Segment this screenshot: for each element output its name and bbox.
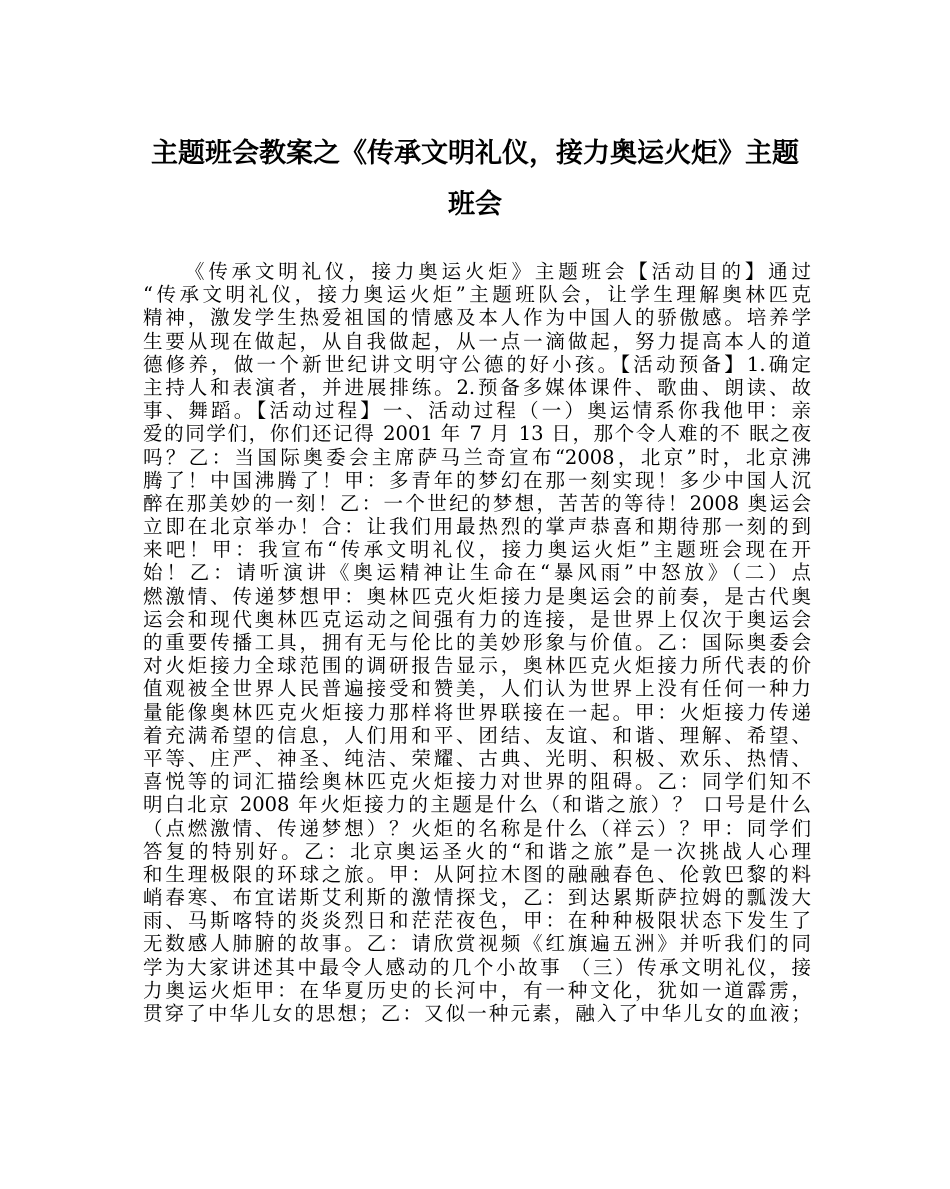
paragraph-line: 无数感人肺腑的故事。乙：请欣赏视频《红旗遍五洲》并听我们的同 bbox=[143, 932, 811, 956]
paragraph-line: 着充满希望的信息，人们用和平、团结、友谊、和谐、理解、希望、 bbox=[143, 723, 811, 747]
paragraph-line: 雨、马斯喀特的炎炎烈日和茫茫夜色，甲：在种种极限状态下发生了 bbox=[143, 909, 811, 933]
paragraph-line: 对火炬接力全球范围的调研报告显示，奥林匹克火炬接力所代表的价 bbox=[143, 654, 811, 678]
paragraph-line: 来吧！甲：我宣布“传承文明礼仪，接力奥运火炬”主题班会现在开 bbox=[143, 538, 811, 562]
paragraph-line: 爱的同学们，你们还记得 2001 年 7 月 13 日，那个令人难的不 眠之夜 bbox=[143, 422, 811, 446]
paragraph-line: 《传承文明礼仪，接力奥运火炬》主题班会【活动目的】通过 bbox=[185, 260, 811, 283]
paragraph-line: 值观被全世界人民普遍接受和赞美，人们认为世界上没有任何一种力 bbox=[143, 677, 811, 701]
paragraph-line: 立即在北京举办！合：让我们用最热烈的掌声恭喜和期待那一刻的到 bbox=[143, 515, 811, 539]
paragraph-line: 力奥运火炬甲：在华夏历史的长河中，有一种文化，犹如一道霹雳， bbox=[143, 978, 811, 1002]
paragraph-line: （点燃激情、传递梦想）？火炬的名称是什么（祥云）？甲：同学们 bbox=[143, 816, 811, 840]
paragraph-line: 量能像奥林匹克火炬接力那样将世界联接在一起。甲：火炬接力传递 bbox=[143, 700, 811, 724]
paragraph-line: 燃激情、传递梦想甲：奥林匹克火炬接力是奥运会的前奏，是古代奥 bbox=[143, 584, 811, 608]
title-line: 主题班会教案之《传承文明礼仪，接力奥运火炬》主题 bbox=[151, 138, 799, 169]
paragraph-line: 生要从现在做起，从自我做起，从一点一滴做起，努力提高本人的道 bbox=[143, 329, 811, 353]
paragraph-line: 平等、庄严、神圣、纯洁、荣耀、古典、光明、积极、欢乐、热情、 bbox=[143, 746, 811, 770]
paragraph-line: 峭春寒、布宜诺斯艾利斯的激情探戈，乙：到达累斯萨拉姆的瓢泼大 bbox=[143, 886, 811, 910]
paragraph-line: 运会和现代奥林匹克运动之间强有力的连接，是世界上仅次于奥运会 bbox=[143, 607, 811, 631]
paragraph-line: 精神，激发学生热爱祖国的情感及本人作为中国人的骄傲感。培养学 bbox=[143, 306, 811, 330]
paragraph-line: “传承文明礼仪，接力奥运火炬”主题班队会，让学生理解奥林匹克 bbox=[143, 283, 811, 307]
paragraph-line: 醉在那美妙的一刻！乙：一个世纪的梦想，苦苦的等待！2008 奥运会 bbox=[143, 491, 811, 515]
paragraph-line: 事、舞蹈。【活动过程】一、活动过程（一）奥运情系你我他甲：亲 bbox=[143, 399, 811, 423]
document-title bbox=[120, 128, 830, 230]
document-body bbox=[143, 260, 811, 1025]
paragraph-line: 德修养，做一个新世纪讲文明守公德的好小孩。【活动预备】1.确定 bbox=[143, 352, 811, 376]
paragraph-line: 和生理极限的环球之旅。甲：从阿拉木图的融融春色、伦敦巴黎的料 bbox=[143, 862, 811, 886]
paragraph-line: 答复的特别好。乙：北京奥运圣火的“和谐之旅”是一次挑战人心理 bbox=[143, 839, 811, 863]
paragraph-line: 贯穿了中华儿女的思想；乙：又似一种元素，融入了中华儿女的血液； bbox=[143, 1002, 811, 1025]
paragraph-line: 主持人和表演者，并进展排练。2.预备多媒体课件、歌曲、朗读、故 bbox=[143, 375, 811, 399]
paragraph-line: 喜悦等的词汇描绘奥林匹克火炬接力对世界的阻碍。乙：同学们知不 bbox=[143, 770, 811, 794]
title-line: 班会 bbox=[448, 189, 502, 220]
paragraph-line: 的重要传播工具，拥有无与伦比的美妙形象与价值。乙：国际奥委会 bbox=[143, 631, 811, 654]
paragraph-line: 明白北京 2008 年火炬接力的主题是什么（和谐之旅）？ 口号是什么 bbox=[143, 793, 811, 817]
paragraph-line: 学为大家讲述其中最令人感动的几个小故事 （三）传承文明礼仪，接 bbox=[143, 955, 811, 979]
paragraph-line: 吗？乙：当国际奥委会主席萨马兰奇宣布“2008，北京”时，北京沸 bbox=[143, 445, 811, 469]
paragraph-line: 腾了！中国沸腾了！甲：多青年的梦幻在那一刻实现！多少中国人沉 bbox=[143, 468, 811, 492]
paragraph-line: 始！乙：请听演讲《奥运精神让生命在“暴风雨”中怒放》（二）点 bbox=[143, 561, 811, 585]
